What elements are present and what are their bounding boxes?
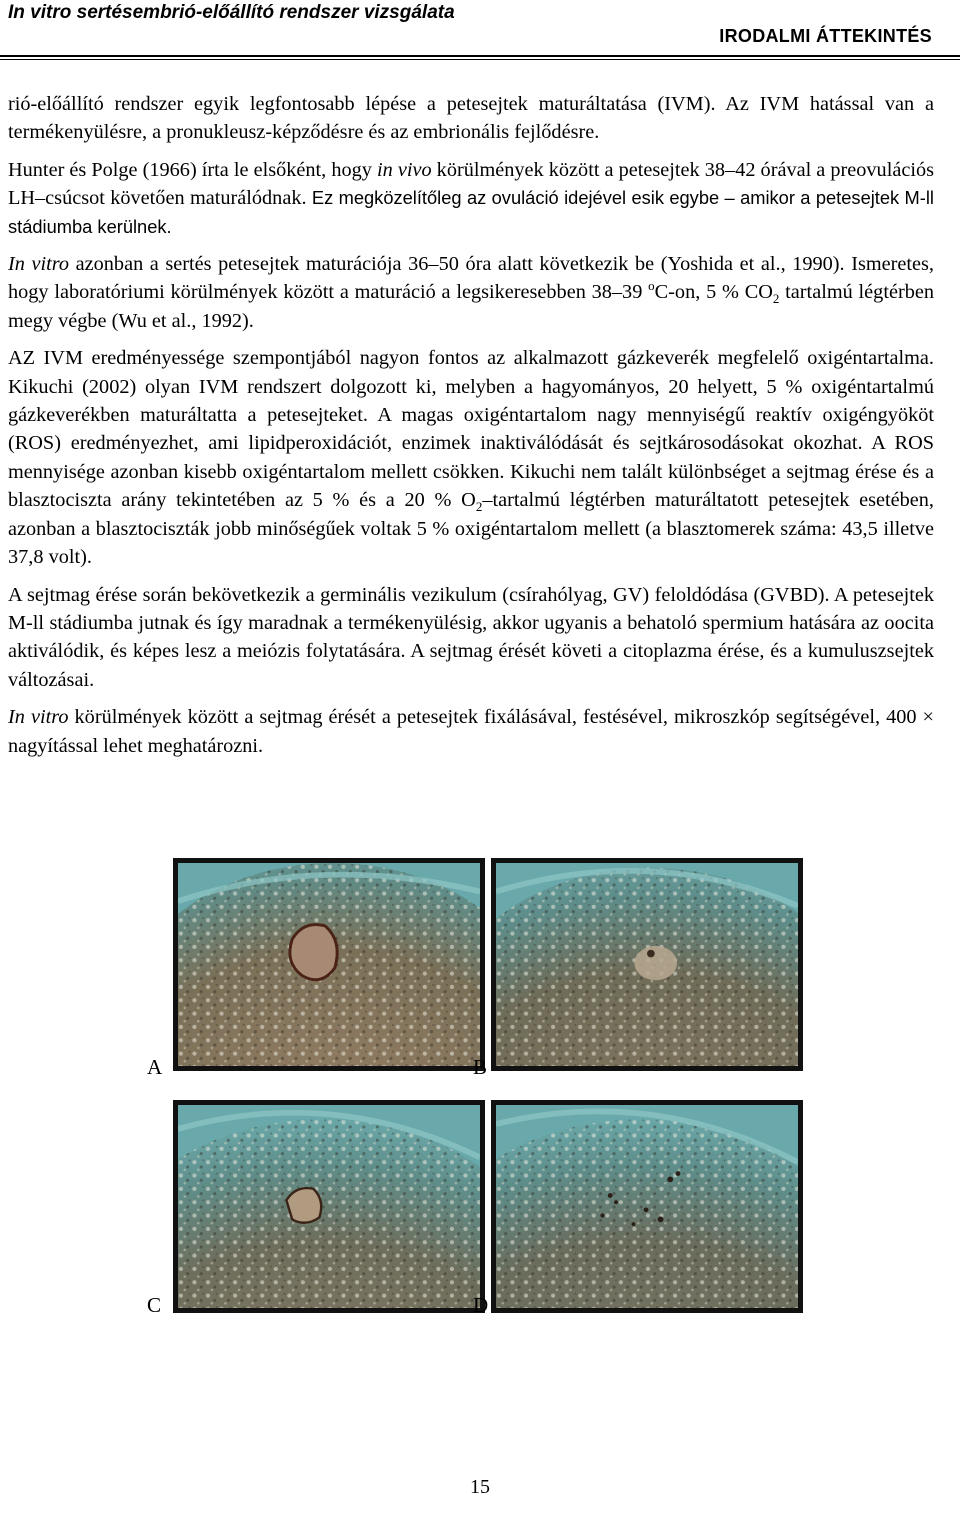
panel-label-c: C bbox=[147, 1293, 162, 1317]
section-label: IRODALMI ÁTTEKINTÉS bbox=[719, 26, 932, 46]
page-header bbox=[0, 0, 960, 62]
body-text bbox=[8, 90, 934, 769]
micrograph-d bbox=[491, 1100, 803, 1313]
paragraph-6: In vitro körülmények között a sejtmag érését a petesejtek fixálásával, festésével, mikroszkóp segítségével, 400 × nagyítással lehet meghatározni. bbox=[8, 706, 934, 757]
panel-label-b: B bbox=[473, 1055, 488, 1079]
running-title: In vitro sertésembrió-előállító rendszer vizsgálata bbox=[8, 2, 455, 23]
paragraph-1: rió-előállító rendszer egyik legfontosabb lépése a petesejtek maturáltatása (IVM). Az IVM hatással van a termékenyülésre, a pronukleusz-képződésre és az embrionális fejlődésre. bbox=[8, 93, 934, 144]
page-number: 15 bbox=[470, 1476, 490, 1498]
panel-label-d: D bbox=[473, 1293, 489, 1317]
micrograph-b bbox=[491, 858, 803, 1071]
paragraph-3: In vitro azonban a sertés petesejtek maturációja 36–50 óra alatt következik be (Yoshida et al., 1990). Ismeretes, hogy laboratóriumi körülmények között a maturáció a legsikeresebben 38–39 $^o$C-on, 5 % $CO_2$ tartalmú légtérben megy végbe (Wu et al., 1992). bbox=[8, 253, 934, 332]
micrograph-a bbox=[173, 858, 485, 1071]
header-rule-thin bbox=[0, 59, 960, 60]
paragraph-2: Hunter és Polge (1966) írta le elsőként, hogy in vivo körülmények között a petesejtek 38–42 órával a preovulációs LH–csúcsot követően maturálódnak. Ez megközelítőleg az ovuláció idejével esik egybe – amikor a petesejtek M-ll stádiumba kerülnek. bbox=[8, 158, 935, 237]
paragraph-4: AZ IVM eredményessége szempontjából nagyon fontos az alkalmazott gázkeverék megfelelő oxigéntartalma. Kikuchi (2002) olyan IVM rendszert dolgozott ki, melyben a hagyományos, 20 helyett, 5 % oxigéntartalmú gázkeverékben maturáltatta a petesejteket. A magas oxigéntartalom nagy mennyiségű reaktív oxigéngyököt (ROS) eredményezhet, ami lipidperoxidációt, enzimek inaktiválódását és sejtkárosodásokat okozhat. A ROS mennyisége azonban kisebb oxigéntartalom mellett csökken. Kikuchi nem talált különbséget a sejtmag érése és a blasztociszta arány tekintetében az 5 % és a 20 % $O_2$–tartalmú légtérben maturáltatott petesejtek esetében, azonban a blasztociszták jobb minőségűek voltak 5 % oxigéntartalom mellett (a blasztomerek száma: 43,5 illetve 37,8 volt). bbox=[8, 347, 934, 569]
micrograph-c bbox=[173, 1100, 485, 1313]
paragraph-5: A sejtmag érése során bekövetkezik a germinális vezikulum (csírahólyag, GV) feloldódása (GVBD). A petesejtek M-ll stádiumba jutnak és így maradnak a termékenyülésig, akkor ugyanis a behatoló spermium hatására az oocita aktiválódik, és képes lesz a meiózis folytatására. A sejtmag érését követi a citoplazma érése, és a kumuluszsejtek változásai. bbox=[8, 583, 934, 691]
header-rule bbox=[0, 55, 960, 57]
panel-label-a: A bbox=[147, 1055, 163, 1079]
